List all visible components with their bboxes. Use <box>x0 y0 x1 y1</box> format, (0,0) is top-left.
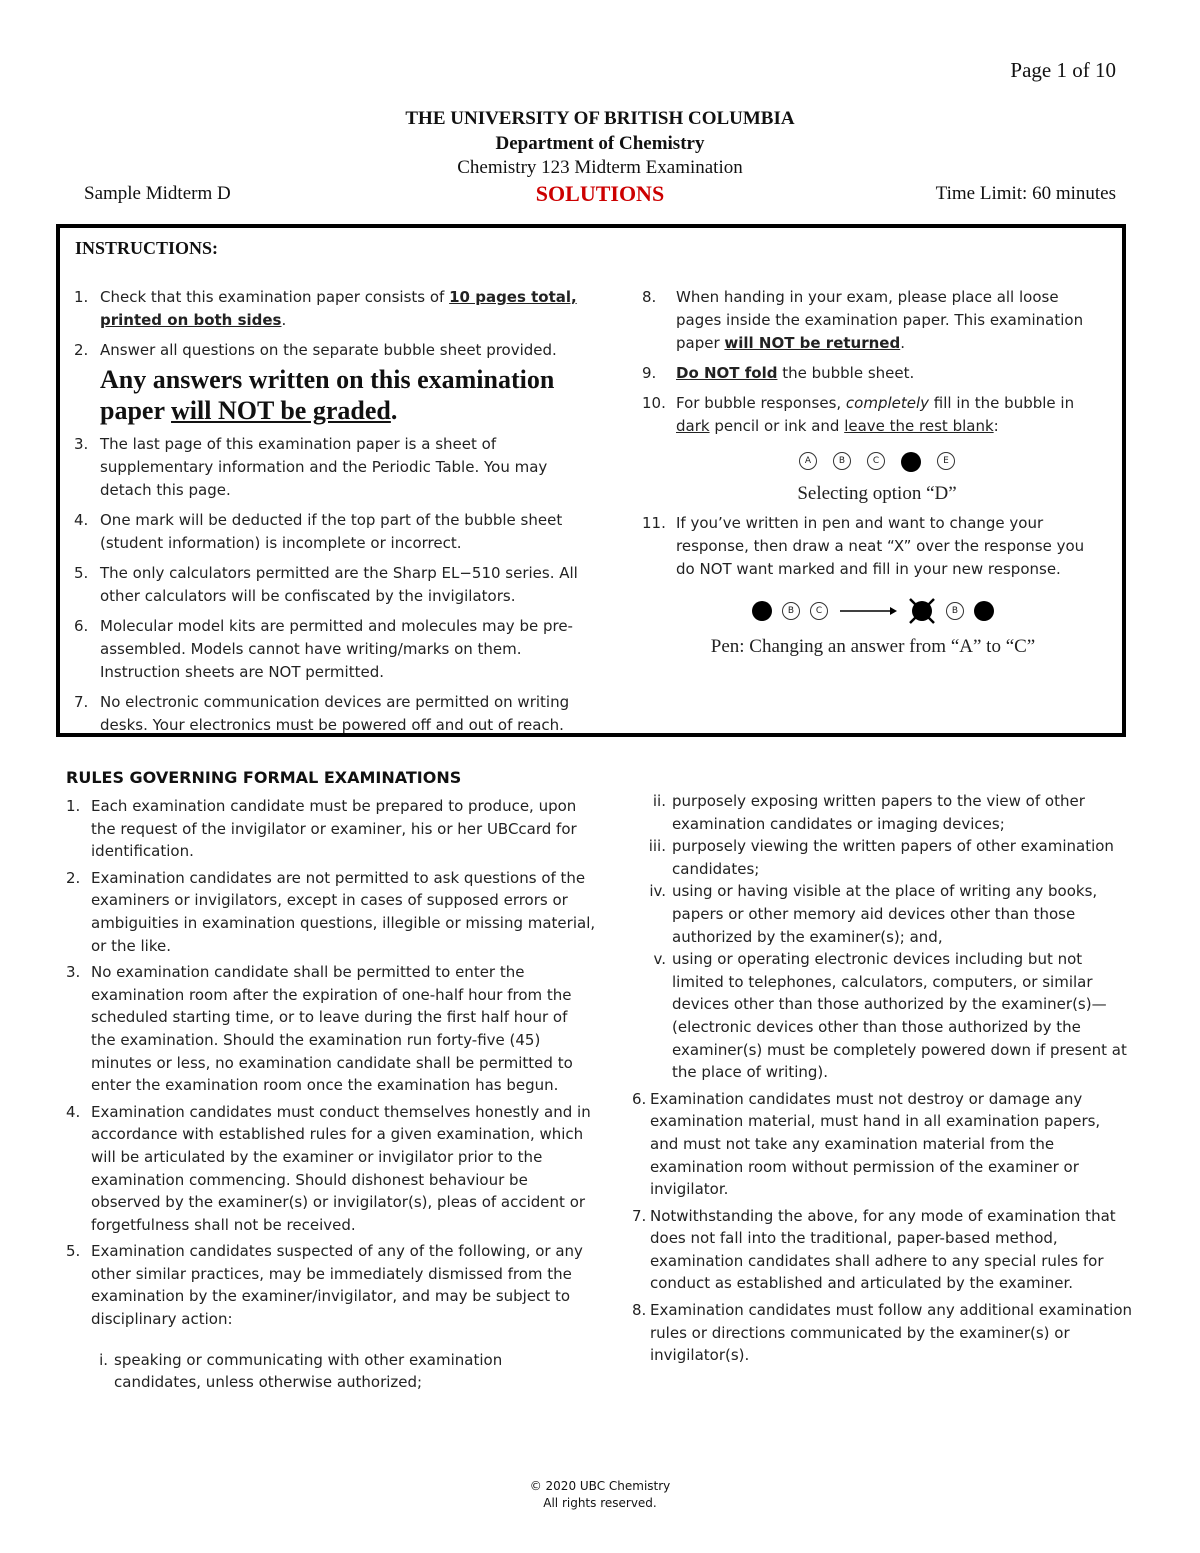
rule-item: 3. No examination candidate shall be permitted to enter the examination room after the expiration of one-half hour from the scheduled starting time, or to leave during the first half hour of the examination. Should the examination run forty-five (45) minutes or less, no examination candidate shall be permitted to enter the examination room once the examination has begun. <box>66 963 573 1095</box>
rule-item: 7. Notwithstanding the above, for any mode of examination that does not fall into the traditional, paper-based method, examination candidates shall adhere to any special rules for conduct as established and articulated by the examiner. <box>632 1206 1116 1293</box>
bubble-example-change <box>642 597 1104 625</box>
copyright: © 2020 UBC Chemistry <box>529 1479 671 1493</box>
arrow-right-icon <box>838 605 898 617</box>
instruction-item: 7. No electronic communication devices are permitted on writing desks. Your electronics must be powered off and out of reach. <box>74 693 570 734</box>
instruction-item: 11. If you’ve written in pen and want to change your response, then draw a neat “X” over the response you do NOT want marked and fill in your new response. B C B Pen: Changing an answer from “A” to “C” <box>642 512 1104 658</box>
crossed-bubble-icon <box>908 597 936 625</box>
rule-subitem: ii. purposely exposing written papers to the view of other examination candidates or imaging devices; <box>652 792 1085 833</box>
instruction-item: 10. For bubble responses, completely fill in the bubble in dark pencil or ink and leave the rest blank: A B C E Selecting option “D” <box>642 392 1104 505</box>
instruction-item: 5. The only calculators permitted are the Sharp EL−510 series. All other calculators will be confiscated by the invigilators. <box>74 564 578 605</box>
bubble-a-filled <box>752 601 772 621</box>
bubble-b: B <box>782 602 800 620</box>
graded-warning: Any answers written on this examination paper will NOT be graded. <box>100 365 555 425</box>
bubble-example-select <box>650 452 1104 472</box>
instruction-item: 6. Molecular model kits are permitted and molecules may be pre-assembled. Models cannot have writing/marks on them. Instruction sheets are NOT permitted. <box>74 617 573 681</box>
bubble-b: B <box>946 602 964 620</box>
time-limit: Time Limit: 60 minutes <box>935 183 1116 204</box>
department-name: Department of Chemistry <box>495 133 705 154</box>
rights-reserved: All rights reserved. <box>543 1496 657 1510</box>
rule-subitem: i. speaking or communicating with other examination candidates, unless otherwise authorized; <box>99 1350 503 1392</box>
instruction-item: 1. Check that this examination paper consists of 10 pages total, printed on both sides. <box>74 288 577 329</box>
bubble-b: B <box>833 452 851 470</box>
rule-subitem: iv. using or having visible at the place of writing any books, papers or other memory aid devices other than those authorized by the examiner(s); and, <box>649 882 1098 946</box>
instructions-title: INSTRUCTIONS: <box>75 238 219 258</box>
bubble-c: C <box>867 452 885 470</box>
solutions-label: SOLUTIONS <box>535 181 665 206</box>
instruction-item: 4. One mark will be deducted if the top part of the bubble sheet (student information) is incomplete or incorrect. <box>74 511 563 552</box>
caption-select-d: Selecting option “D” <box>797 483 957 504</box>
footer <box>0 1478 1200 1512</box>
rule-item: 1. Each examination candidate must be prepared to produce, upon the request of the invigilator or examiner, his or her UBCcard for identification. <box>66 797 577 861</box>
instruction-item: 2. Answer all questions on the separate bubble sheet provided. Any answers written on this examination paper will NOT be graded. <box>74 339 594 426</box>
bubble-c: C <box>810 602 828 620</box>
instructions-left-column <box>74 286 594 744</box>
page-number: Page 1 of 10 <box>1010 58 1116 82</box>
rule-item: 2. Examination candidates are not permitted to ask questions of the examiners or invigilators, except in cases of supposed errors or ambiguities in examination questions, illegible or missing material, or the like. <box>66 868 596 955</box>
rule-item: 6. Examination candidates must not destroy or damage any examination material, must hand in all examination papers, and must not take any examination material from the examination room without permission of the examiner or invigilator. <box>632 1089 1101 1199</box>
rule-item: 5. Examination candidates suspected of any of the following, or any other similar practices, may be immediately dismissed from the examination by the examiner/invigilator, and may be subject to disciplinary action: <box>66 1242 583 1329</box>
rule-item: 4. Examination candidates must conduct themselves honestly and in accordance with established rules for a given examination, which will be articulated by the examiner or invigilator prior to the examination commencing. Should dishonest behaviour be observed by the examiner(s) or invigilator(s), pleas of accident or forgetfulness shall not be received. <box>66 1102 591 1234</box>
rules-left-column <box>66 795 596 1394</box>
instruction-item: 8. When handing in your exam, please place all loose pages inside the examination paper. This examination paper will NOT be returned. <box>642 288 1084 352</box>
rules-right-column <box>632 790 1132 1371</box>
bubble-d-filled <box>901 452 921 472</box>
university-name: THE UNIVERSITY OF BRITISH COLUMBIA <box>405 108 795 129</box>
bubble-c-filled <box>974 601 994 621</box>
rule-item: 8. Examination candidates must follow any additional examination rules or directions communicated by the examiner(s) or invigilator(s). <box>632 1301 1133 1365</box>
instruction-item: 3. The last page of this examination paper is a sheet of supplementary information and the Periodic Table. You may detach this page. <box>74 435 548 499</box>
instructions-right-column <box>642 286 1104 665</box>
rules-title: RULES GOVERNING FORMAL EXAMINATIONS <box>66 768 462 787</box>
rule-subitem: iii. purposely viewing the written papers of other examination candidates; <box>648 837 1114 878</box>
exam-info-row <box>84 181 1116 209</box>
caption-change-answer: Pen: Changing an answer from “A” to “C” <box>710 636 1036 657</box>
instruction-item: 9. Do NOT fold the bubble sheet. <box>642 364 915 382</box>
rule-subitem: v. using or operating electronic devices including but not limited to telephones, calculators, computers, or similar devices other than those authorized by the examiner(s)—(electronic devices other than those authorized by the examiner(s) must be completely powered down if present at the place of writing). <box>653 950 1127 1082</box>
bubble-a: A <box>799 452 817 470</box>
course-title: Chemistry 123 Midterm Examination <box>457 157 743 178</box>
bubble-e: E <box>937 452 955 470</box>
sample-label: Sample Midterm D <box>84 183 231 204</box>
